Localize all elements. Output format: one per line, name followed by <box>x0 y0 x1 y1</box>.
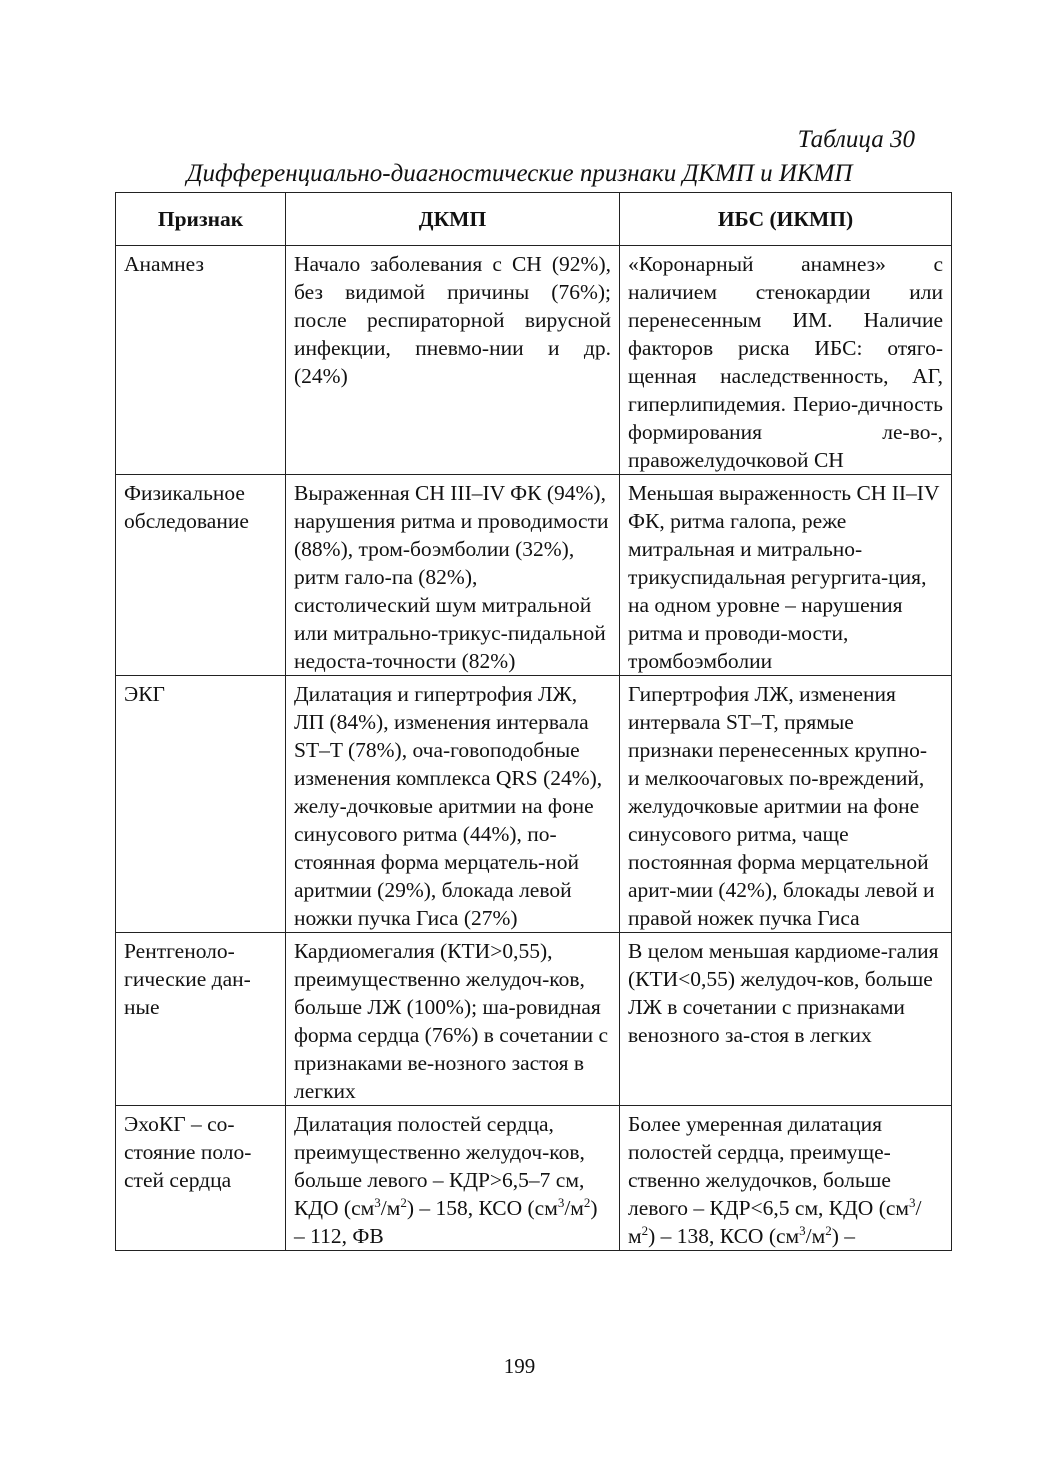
cell-sign: ЭхоКГ – со-стояние поло-стей сердца <box>116 1106 286 1251</box>
header-ibs: ИБС (ИКМП) <box>620 193 952 246</box>
text-fragment: ) – <box>831 1224 856 1248</box>
superscript: 2 <box>825 1222 832 1238</box>
cell-dkmp: Выраженная СН III–IV ФК (94%), нарушения ритма и проводимости (88%), тром-боэмболии (32%), ритм гало-па (82%), систолический шум митральной или митрально-трикус-пидальной недоста-точности (82%) <box>286 475 620 676</box>
text-fragment: ) – 112, ФВ <box>294 1196 598 1248</box>
cell-ibs: Гипертрофия ЛЖ, изменения интервала ST–T, прямые признаки перенесенных крупно- и мелкоочаговых по-вреждений, желудочковые аритмии на фоне синусового ритма, чаще постоянная форма мерцательной арит-мии (42%), блокады левой и правой ножек пучка Гиса <box>620 676 952 933</box>
cell-ibs: В целом меньшая кардиоме-галия (КТИ<0,55) желудоч-ков, больше ЛЖ в сочетании с признаками венозного за-стоя в легких <box>620 933 952 1106</box>
cell-ibs: «Коронарный анамнез» с наличием стенокардии или перенесенным ИМ. Наличие факторов риска ИБС: отяго-щенная наследственность, АГ, гиперлипидемия. Перио-дичность формирования ле-во-, правожелудочковой СН <box>620 246 952 475</box>
text-fragment: /м <box>628 1196 922 1248</box>
diagnostic-table <box>115 192 952 1251</box>
header-sign: Признак <box>116 193 286 246</box>
superscript: 3 <box>374 1194 381 1210</box>
cell-ibs: Меньшая выраженность СН II–IV ФК, ритма галопа, реже митральная и митрально-трикуспидальная регургита-ция, на одном уровне – нарушения ритма и проводи-мости, тромбоэмболии <box>620 475 952 676</box>
cell-dkmp <box>286 1106 620 1251</box>
superscript: 2 <box>583 1194 591 1210</box>
text-fragment: /м <box>564 1196 584 1220</box>
cell-dkmp: Кардиомегалия (КТИ>0,55), преимущественно желудоч-ков, больше ЛЖ (100%); ша-ровидная форма сердца (76%) в сочетании с признаками ве-нозного застоя в легких <box>286 933 620 1106</box>
table-title: Дифференциально-диагностические признаки ДКМП и ИКМП <box>186 160 853 187</box>
cell-sign: Анамнез <box>116 246 286 475</box>
text-fragment: ) – 138, КСО (см <box>648 1224 800 1248</box>
table-row <box>116 246 952 475</box>
superscript: 3 <box>557 1194 565 1210</box>
table-row <box>116 475 952 676</box>
table-header-row <box>116 193 952 246</box>
cell-sign: Рентгеноло-гические дан-ные <box>116 933 286 1106</box>
superscript: 2 <box>641 1222 649 1238</box>
cell-dkmp: Начало заболевания с СН (92%), без видимой причины (76%); после респираторной вирусной инфекции, пневмо-нии и др. (24%) <box>286 246 620 475</box>
text-fragment: Более умеренная дилатация полостей сердца, преимуще-ственно желудочков, больше левого – КДР<6,5 см, КДО (см <box>628 1112 910 1220</box>
text-fragment: Дилатация полостей сердца, преимущественно желудоч-ков, больше левого – КДР>6,5–7 см, КДО (см <box>294 1112 585 1220</box>
page-number: 199 <box>503 1354 536 1378</box>
text-fragment: ) – 158, КСО (см <box>406 1196 558 1220</box>
cell-dkmp: Дилатация и гипертрофия ЛЖ, ЛП (84%), изменения интервала ST–T (78%), оча-говоподобные изменения комплекса QRS (24%), желу-дочковые аритмии на фоне синусового ритма (44%), по-стоянная форма мерцатель-ной аритмии (29%), блокада левой ножки пучка Гиса (27%) <box>286 676 620 933</box>
text-fragment: /м <box>805 1224 826 1248</box>
table-number: Таблица 30 <box>797 126 915 153</box>
superscript: 2 <box>400 1194 407 1210</box>
cell-ibs <box>620 1106 952 1251</box>
header-dkmp: ДКМП <box>286 193 620 246</box>
cell-sign: ЭКГ <box>116 676 286 933</box>
text-fragment: /м <box>380 1196 401 1220</box>
superscript: 3 <box>909 1194 916 1210</box>
superscript: 3 <box>799 1222 806 1238</box>
table-row <box>116 676 952 933</box>
cell-sign: Физикальное обследование <box>116 475 286 676</box>
table-row <box>116 1106 952 1251</box>
table-row <box>116 933 952 1106</box>
